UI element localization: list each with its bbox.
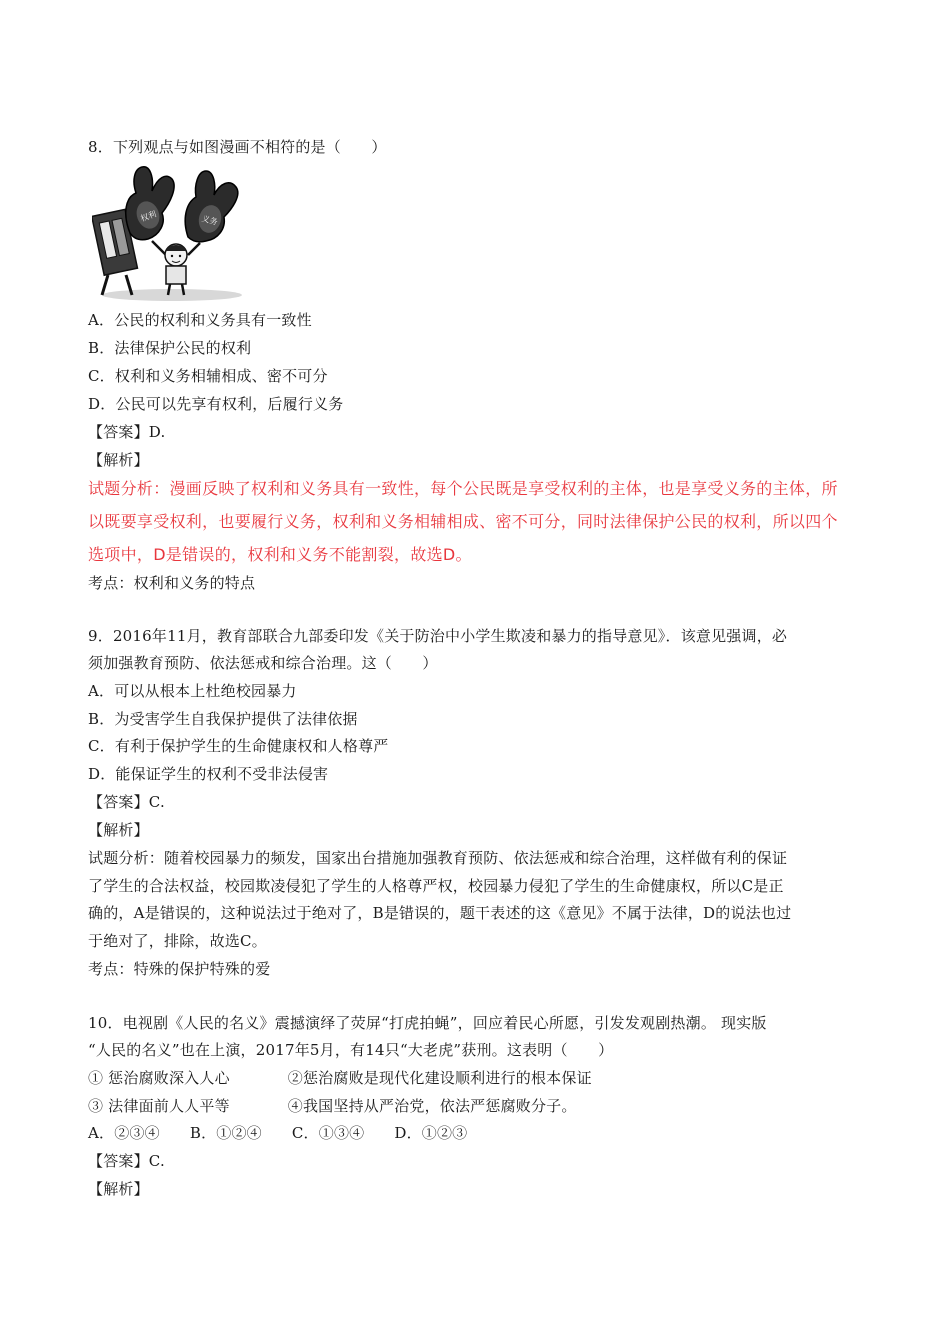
q10-analysis-label: 【解析】	[88, 1180, 149, 1198]
q9-answer: 【答案】C.	[88, 793, 165, 811]
q9-analysis-line-4: 于绝对了，排除，故选C。	[88, 932, 267, 950]
q10-choice-c: C．①③④	[291, 1124, 365, 1142]
q8-option-a: A．公民的权利和义务具有一致性	[88, 311, 312, 329]
q9-analysis-line-1: 试题分析：随着校园暴力的频发，国家出台措施加强教育预防、依法惩戒和综合治理，这样做有利的保证	[88, 849, 788, 867]
q8-kaodian: 考点：权利和义务的特点	[88, 574, 256, 592]
q9-option-d: D．能保证学生的权利不受非法侵害	[88, 765, 329, 783]
q8-analysis-line-3: 选项中，D是错误的，权利和义务不能割裂，故选D。	[88, 545, 472, 564]
q9-option-b: B．为受害学生自我保护提供了法律依据	[88, 710, 358, 728]
q9-analysis-line-2: 了学生的合法权益，校园欺凌侵犯了学生的人格尊严权，校园暴力侵犯了学生的生命健康权，所以C是正	[88, 877, 784, 895]
q10-choice-b: B．①②④	[189, 1124, 262, 1142]
q10-statement-2: ②惩治腐败是现代化建设顺利进行的根本保证	[287, 1069, 592, 1087]
q8-analysis-line-2: 以既要享受权利，也要履行义务，权利和义务相辅相成、密不可分，同时法律保护公民的权利，所以四个	[88, 512, 838, 531]
hand-left-label: 权利	[139, 209, 158, 224]
q9-stem-line-2: 须加强教育预防、依法惩戒和综合治理。这（ ）	[88, 654, 438, 672]
q10-statement-3: ③ 法律面前人人平等	[88, 1097, 230, 1115]
q10-statement-4: ④我国坚持从严治党，依法严惩腐败分子。	[287, 1097, 577, 1115]
q10-statements-row-2	[88, 1096, 577, 1116]
q8-analysis-line-1: 试题分析：漫画反映了权利和义务具有一致性，每个公民既是享受权利的主体，也是享受义务的主体，所	[88, 479, 838, 498]
q10-choice-d: D．①②③	[394, 1124, 468, 1142]
q9-analysis-line-3: 确的，A是错误的，这种说法过于绝对了，B是错误的，题干表述的这《意见》不属于法律，D的说法也过	[88, 904, 792, 922]
hand-right-label: 义务	[200, 214, 219, 227]
q8-stem: 8．下列观点与如图漫画不相符的是（ ）	[88, 138, 387, 156]
q8-answer: 【答案】D.	[88, 423, 166, 441]
q9-option-c: C．有利于保护学生的生命健康权和人格尊严	[88, 737, 389, 755]
q10-choices-row	[88, 1123, 467, 1143]
q9-kaodian: 考点：特殊的保护特殊的爱	[88, 960, 271, 978]
rights-duties-cartoon	[92, 163, 247, 303]
q10-stem-line-1: 10．电视剧《人民的名义》震撼演绎了荧屏“打虎拍蝇”，回应着民心所愿，引发发观剧热潮。 现实版	[88, 1014, 767, 1032]
q10-statement-1: ① 惩治腐败深入人心	[88, 1069, 230, 1087]
q8-option-d: D．公民可以先享有权利，后履行义务	[88, 395, 344, 413]
q10-stem-line-2: “人民的名义”也在上演，2017年5月，有14只“大老虎”获刑。这表明（ ）	[88, 1041, 614, 1059]
q8-analysis-label: 【解析】	[88, 451, 149, 469]
q8-option-b: B．法律保护公民的权利	[88, 339, 252, 357]
q8-option-c: C．权利和义务相辅相成、密不可分	[88, 367, 328, 385]
q10-answer: 【答案】C.	[88, 1152, 165, 1170]
q9-analysis-label: 【解析】	[88, 821, 149, 839]
q9-option-a: A．可以从根本上杜绝校园暴力	[88, 682, 297, 700]
q10-statements-row-1	[88, 1068, 592, 1088]
q9-stem-line-1: 9．2016年11月，教育部联合九部委印发《关于防治中小学生欺凌和暴力的指导意见》．该意见强调，必	[88, 627, 788, 645]
q10-choice-a: A．②③④	[88, 1124, 160, 1142]
